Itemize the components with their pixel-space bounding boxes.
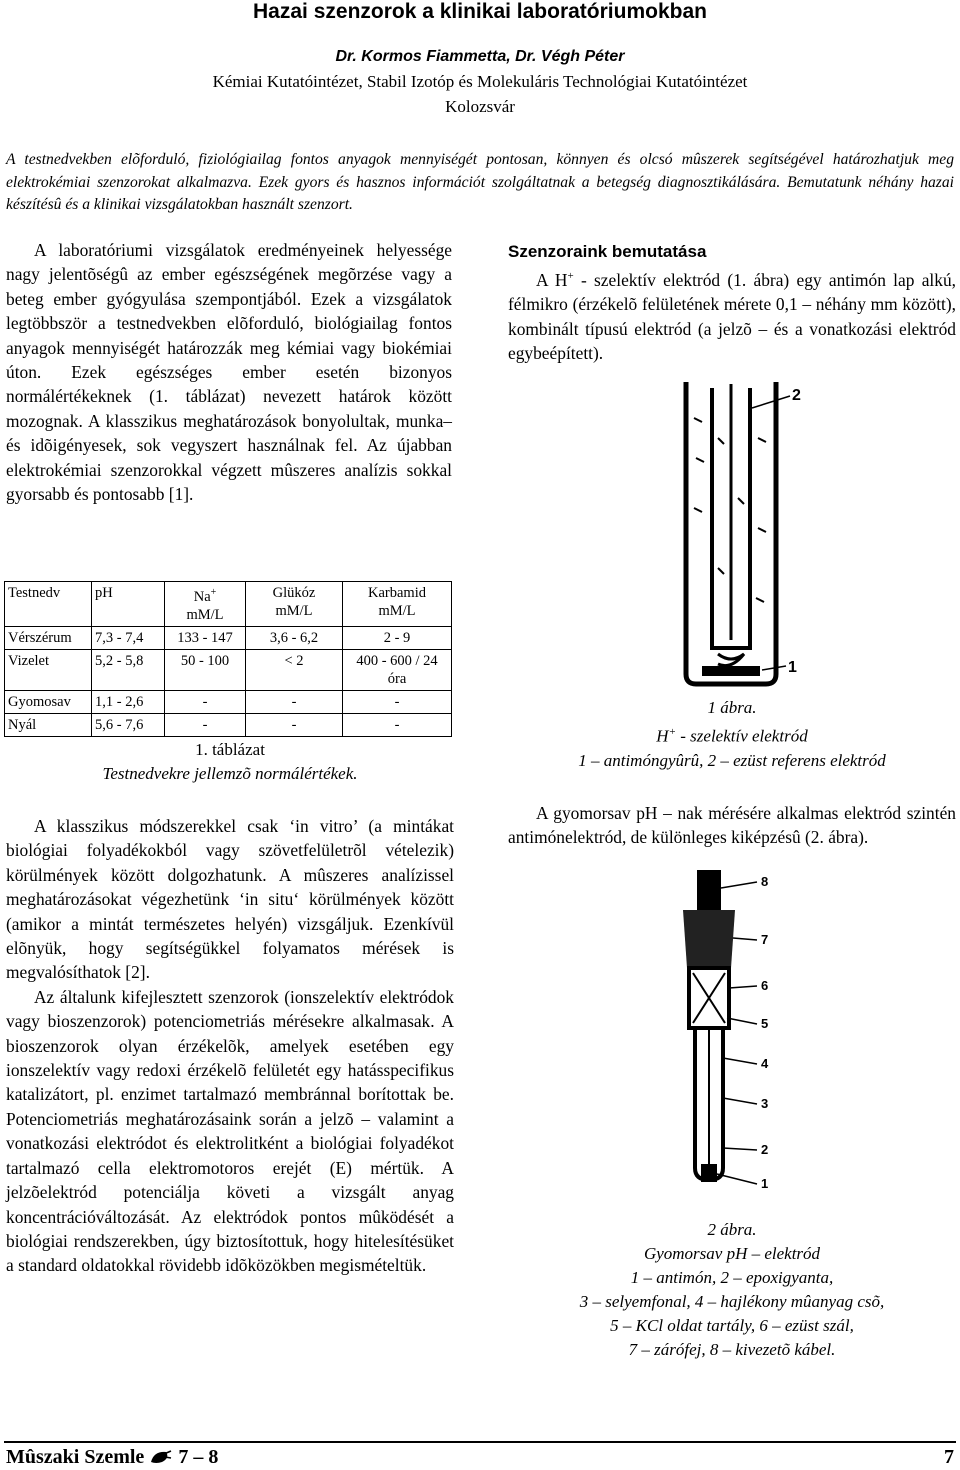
city: Kolozsvár (445, 97, 515, 116)
fig1-label-2: 2 (792, 387, 801, 404)
institute: Kémiai Kutatóintézet, Stabil Izotóp és Molekuláris Technológiai Kutatóintézet (212, 72, 748, 91)
table-cell: 3,6 - 6,2 (246, 626, 343, 649)
table-cell: 1,1 - 2,6 (92, 690, 165, 713)
fig2-label: 6 (761, 978, 769, 993)
page-title: Hazai szenzorok a klinikai laboratóriumokban (253, 0, 707, 23)
issue-number: 7 – 8 (178, 1446, 219, 1468)
table-cell: - (165, 690, 246, 713)
table-cell: - (343, 690, 452, 713)
fig1-label-1: 1 (788, 659, 797, 676)
table-row (5, 626, 452, 649)
table-cell: Nyál (5, 713, 92, 736)
table-cell: 5,2 - 5,8 (92, 649, 165, 690)
abstract: A testnedvekben elõforduló, fiziológiailag fontos anyagok mennyiségét pontosan, könnyen és olcsó mûszerek segítségével határozhatjuk meg elektrokémiai szenzorokat alkalmazva. Ezek gyors és hasznos információt szolgáltatnak a betegség diagnosztikálására. Bemutatunk néhány hazai készítésû és a klinikai vizsgálatokban használt szenzort. (6, 151, 954, 213)
text: A H (536, 269, 568, 290)
figure-1-caption (506, 696, 958, 773)
fig1-caption-legend: 1 – antimóngyûrû, 2 – ezüst referens elektród (578, 750, 886, 770)
table-caption-number: 1. táblázat (195, 740, 265, 759)
table-header-cell: Testnedv (5, 582, 92, 627)
paragraph (508, 264, 956, 365)
paragraph: Az általunk kifejlesztett szenzorok (ionszelektív elektródok vagy bioszenzorok) potenciometriás mérésekre alkalmasak. A bioszenzorok olyan érzékelõk, amelyek esetében egy ionszelektív vagy redoxi érzékelõ felületét egy hatásspecifikus katalizátort, pl. enzimet tartalmazó membránnal borítottak be. Potenciometriás meghatározásaink során a jelzõ – valamint a vonatkozási elektródot és elektrolitként a biológiai folyadékot tartalmazó cella elektromotoros erejét (E) mértük. A jelzõelektród potenciálja követi a vizsgált anyag koncentrációváltozását. Az elektródok pontos mûködését a biológiai rendszerekben, úgy biztosítottuk, hogy hitelesítésüket a standard oldatokkal rövidebb idõközökben megismételtük. (6, 986, 454, 1276)
paragraph: A klasszikus módszerekkel csak ‘in vitro’ (a mintákat biológiai folyadékokból vagy szövetfelületrõl vételezik) körülmények között dolgozhatunk. A mûszeres analízissel meghatározásokat végezhetünk ‘in situ‘ körülmények között (amikor a mintát természetes helyén) vizsgáljuk. Ezenkívül elõnyük, hogy segítségükkel folyamatos mérések is megvalósíthatok [2]. (6, 816, 454, 983)
table-header-na: Na (193, 588, 211, 605)
table-header-row (5, 582, 452, 627)
fig2-label: 1 (761, 1176, 769, 1191)
page-number: 7 (944, 1446, 954, 1468)
journal-name: Mûszaki Szemle (6, 1446, 145, 1468)
fig2-caption-legend: 1 – antimón, 2 – epoxigyanta, (630, 1268, 834, 1287)
table-cell: 2 - 9 (343, 626, 452, 649)
table-header-cell (246, 582, 343, 627)
table-header-cell (343, 582, 452, 627)
table-unit: mM/L (275, 603, 313, 619)
fig2-label: 3 (761, 1096, 769, 1111)
footer-left (6, 1446, 218, 1469)
table-cell: Vizelet (5, 649, 92, 690)
fig2-caption-legend: 5 – KCl oldat tartály, 6 – ezüst szál, (610, 1316, 854, 1335)
table-cell: - (165, 713, 246, 736)
figure-2-electrode-drawing (671, 868, 787, 1208)
text: - szelektív elektród (1. ábra) egy antimón lap alkú, félmikro (érzékelõ felületének mérete 0,1 – néhány mm között), kombinált típusú elektród (a jelzõ – és a vonatkozási elektród egybeépített). (508, 269, 956, 364)
fig2-label: 7 (761, 932, 769, 947)
fig2-caption-legend: 7 – zárófej, 8 – kivezetõ kábel. (628, 1340, 836, 1359)
figure-1-electrode-drawing (662, 378, 822, 690)
table-cell: 400 - 600 / 24 óra (343, 649, 452, 690)
table-cell: 133 - 147 (165, 626, 246, 649)
authors: Dr. Kormos Fiammetta, Dr. Végh Péter (335, 48, 625, 65)
table-caption-text: Testnedvekre jellemzõ normálértékek. (102, 764, 358, 783)
paragraph: A gyomorsav pH – nak mérésére alkalmas elektród szintén antimónelektród, de különleges kiképzésû (2. ábra). (508, 803, 956, 848)
text: H (656, 726, 669, 746)
table-row (5, 690, 452, 713)
fig2-label: 8 (761, 874, 769, 889)
table-header-urea: Karbamid (368, 585, 426, 601)
gastric-paragraph-block (508, 801, 956, 850)
table-header-glucose: Glükóz (272, 585, 316, 601)
superscript: + (567, 270, 574, 282)
table-row (5, 649, 452, 690)
fig2-caption-title: Gyomorsav pH – elektród (643, 1244, 821, 1263)
fig2-label: 2 (761, 1142, 769, 1157)
na-superscript: + (210, 587, 217, 598)
normal-values-table (4, 581, 452, 737)
table-cell: < 2 (246, 649, 343, 690)
table-cell: Vérszérum (5, 626, 92, 649)
fig1-caption-number: 1 ábra. (707, 698, 757, 717)
table-cell: - (343, 713, 452, 736)
leaf-icon (150, 1450, 172, 1464)
table-cell: 5,6 - 7,6 (92, 713, 165, 736)
table-header-cell: pH (92, 582, 165, 627)
table-unit: mM/L (378, 603, 416, 619)
table-cell: 7,3 - 7,4 (92, 626, 165, 649)
table-unit: mM/L (186, 606, 224, 623)
table-row (5, 713, 452, 736)
fig2-label: 5 (761, 1016, 769, 1031)
fig2-caption-number: 2 ábra. (707, 1220, 757, 1239)
footer-divider (4, 1441, 956, 1443)
text: - szelektív elektród (676, 726, 808, 746)
figure-2-caption (506, 1218, 958, 1362)
superscript: + (668, 726, 676, 738)
table-cell: 50 - 100 (165, 649, 246, 690)
intro-paragraph: A laboratóriumi vizsgálatok eredményeinek helyessége nagy jelentõségû az ember egészségének megõrzése vagy a beteg ember gyógyulása szempontjából. Ezek a vizsgálatok legtöbbször a testnedvekben elõforduló, biológiailag fontos anyagok mennyiségét határozzák meg kémiai vagy biokémiai úton. Ezek egészséges ember esetén bizonyos normálértékeknek (1. táblázat) nevezett határok között mozognak. A klasszikus meghatározások bonyolultak, munka– és idõigényesek, sok vegyszert használnak fel. Az újabban elektrokémiai szenzorokkal végzett mûszeres analízis sokkal gyorsabb és pontosabb [1]. (6, 240, 452, 505)
intro-column (6, 238, 452, 506)
fig2-caption-legend: 3 – selyemfonal, 4 – hajlékony mûanyag csõ, (579, 1292, 885, 1311)
sensors-section (508, 240, 956, 365)
table-cell: - (246, 690, 343, 713)
table-cell: Gyomosav (5, 690, 92, 713)
fig2-label: 4 (761, 1056, 769, 1071)
table-cell: - (246, 713, 343, 736)
table-caption (0, 738, 460, 786)
fig1-caption-title (506, 720, 958, 749)
table-header-cell (165, 582, 246, 627)
classic-methods-column (6, 814, 454, 1278)
section-title: Szenzoraink bemutatása (508, 242, 707, 261)
